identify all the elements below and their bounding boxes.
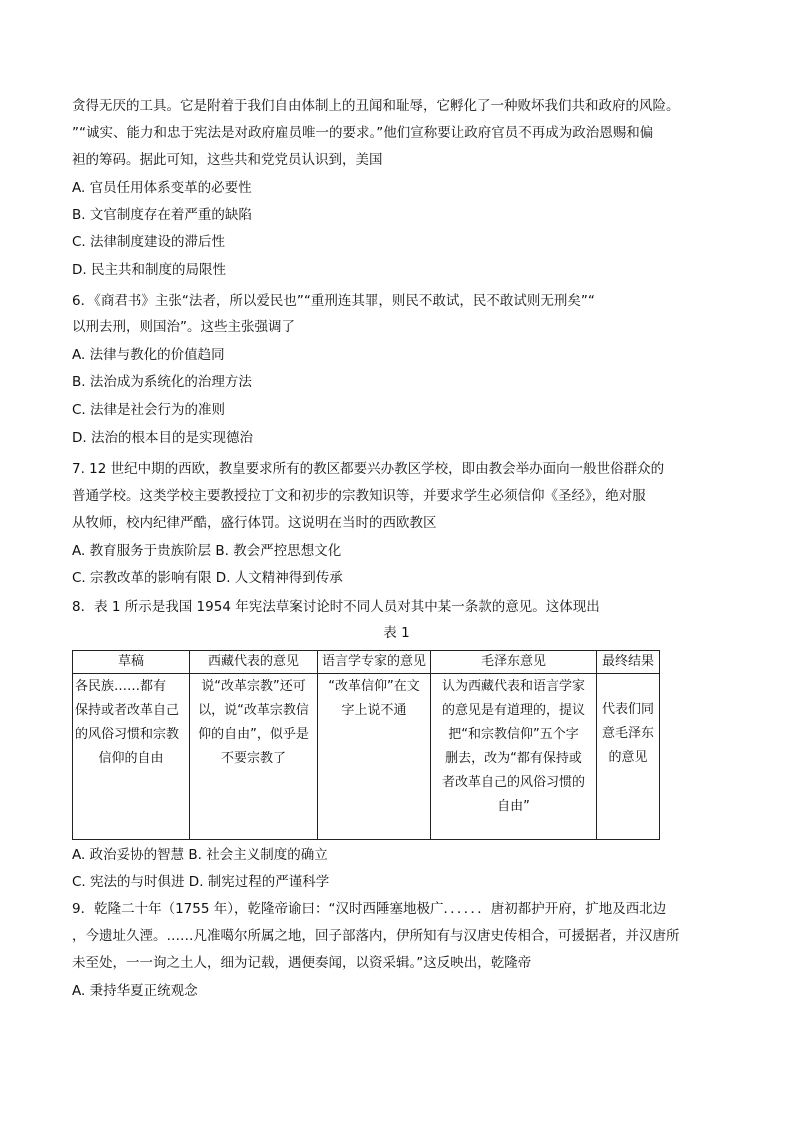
option-b: B. 法治成为系统化的治理方法 (72, 374, 252, 390)
text-line: 普通学校。这类学校主要教授拉丁文和初步的宗教知识等，并要求学生必须信仰《圣经》，绝对服 (72, 488, 646, 504)
table-cell-tibet (190, 674, 318, 840)
table-header-cell: 语言学专家的意见 (318, 651, 431, 674)
cell-line: 说“改革宗教”还可 (201, 679, 306, 694)
cell-line: “改革信仰”在文 (328, 679, 420, 694)
option-ab: A. 教育服务于贵族阶层 B. 教会严控思想文化 (72, 543, 342, 559)
text-line: 贪得无厌的工具。它是附着于我们自由体制上的丑闻和耻辱，它孵化了一种败坏我们共和政府的风险。 (72, 98, 680, 114)
table-header-cell: 最终结果 (597, 651, 660, 674)
option-cd: C. 宪法的与时俱进 D. 制宪过程的严谨科学 (72, 874, 330, 890)
cell-line: 的意见是有道理的，提议 (441, 703, 585, 718)
option-cd: C. 宗教改革的影响有限 D. 人文精神得到传承 (72, 570, 343, 586)
cell-line: 信仰的自由 (98, 751, 164, 766)
option-d: D. 法治的根本目的是实现德治 (72, 430, 253, 446)
text-line: 袒的筹码。据此可知，这些共和党党员认识到，美国 (72, 152, 383, 168)
table-caption: 表 1 (383, 625, 410, 641)
table-cell-mao (431, 674, 597, 840)
option-a: A. 秉持华夏正统观念 (72, 983, 198, 999)
question-9: 9．乾隆二十年（1755 年），乾隆帝谕曰：“汉时西陲塞地极广．．．．．．唐初都护开府，扩地及西北边 (72, 901, 667, 917)
cell-line: 以，说“改革宗教信 (198, 703, 309, 718)
text-line: ”“诚实、能力和忠于宪法是对政府雇员唯一的要求。”他们宣称要让政府官员不再成为政治恩赐和偏 (72, 125, 654, 141)
cell-line: 认为西藏代表和语言学家 (441, 679, 585, 694)
cell-line: 的意见 (608, 750, 648, 765)
cell-line: 字上说不通 (341, 703, 407, 718)
cell-line: 自由” (497, 799, 530, 814)
cell-line: 代表们同 (601, 702, 654, 717)
option-d: D. 民主共和制度的局限性 (72, 262, 226, 278)
opinion-table (72, 650, 660, 840)
table-header-cell: 草稿 (73, 651, 190, 674)
text-line: 未至处，一一询之土人，细为记载，遇便奏闻，以资采辑。”这反映出，乾隆帝 (72, 955, 532, 971)
option-ab: A. 政治妥协的智慧 B. 社会主义制度的确立 (72, 847, 328, 863)
table-header-cell: 毛泽东意见 (431, 651, 597, 674)
table-row (73, 674, 660, 840)
text-line: 以刑去刑，则国治”。这些主张强调了 (72, 319, 295, 335)
cell-line: 各民族……都有 (75, 679, 167, 694)
option-a: A. 官员任用体系变革的必要性 (72, 180, 252, 196)
text-line: ，今遗址久湮。……凡准噶尔所属之地，回子部落内，伊所知有与汉唐史传相合，可援据者，并汉唐所 (72, 928, 680, 944)
table-cell-result (597, 674, 660, 840)
table-header-row (73, 651, 660, 674)
table-cell-linguist (318, 674, 431, 840)
cell-line: 仰的自由”，似乎是 (198, 727, 309, 742)
question-6: 6．《商君书》主张“法者，所以爱民也”“重刑连其罪，则民不敢试，民不敢试则无刑矣”“ (72, 293, 595, 309)
cell-line: 把“和宗教信仰”五个字 (448, 727, 579, 742)
cell-line: 的风俗习惯和宗教 (75, 727, 180, 742)
option-b: B. 文官制度存在着严重的缺陷 (72, 207, 252, 223)
option-c: C. 法律制度建设的滞后性 (72, 234, 226, 250)
cell-line: 保持或者改革自己 (75, 703, 180, 718)
option-c: C. 法律是社会行为的准则 (72, 402, 226, 418)
table-cell-draft (73, 674, 190, 840)
table-header-cell: 西藏代表的意见 (190, 651, 318, 674)
option-a: A. 法律与教化的价值趋同 (72, 347, 225, 363)
text-line: 从牧师，校内纪律严酷，盛行体罚。这说明在当时的西欧教区 (72, 515, 437, 531)
cell-line: 删去，改为“都有保持或 (445, 751, 582, 766)
question-8: 8．表 1 所示是我国 1954 年宪法草案讨论时不同人员对其中某一条款的意见。这体现出 (72, 599, 600, 615)
cell-line: 者改革自己的风俗习惯的 (441, 775, 585, 790)
cell-line: 意毛泽东 (601, 726, 654, 741)
cell-line: 不要宗教了 (220, 751, 286, 766)
question-7: 7. 12 世纪中期的西欧，教皇要求所有的教区都要兴办教区学校，即由教会举办面向一般世俗群众的 (72, 461, 665, 477)
